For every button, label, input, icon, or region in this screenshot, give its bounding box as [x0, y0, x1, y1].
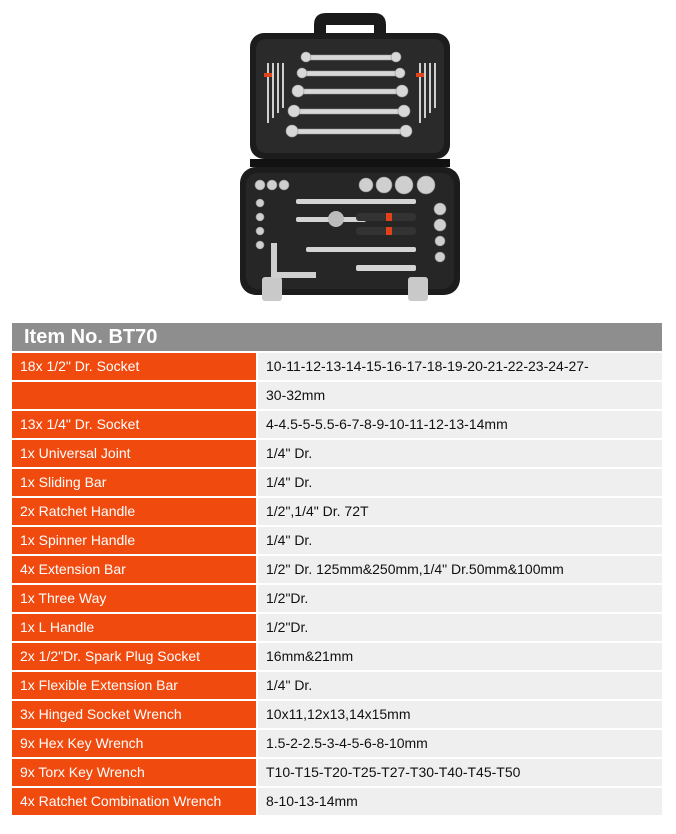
table-row — [12, 788, 662, 815]
product-photo — [236, 13, 464, 303]
item-value-cell: 10x11,12x13,14x15mm — [258, 701, 662, 728]
item-value-cell: 30-32mm — [258, 382, 662, 409]
item-number-header: Item No. BT70 — [12, 323, 662, 351]
item-name-cell: 1x Three Way — [12, 585, 256, 612]
item-name-cell: 2x 1/2"Dr. Spark Plug Socket — [12, 643, 256, 670]
item-value-cell: 1/2"Dr. — [258, 585, 662, 612]
item-name-cell: 1x Universal Joint — [12, 440, 256, 467]
table-row — [12, 498, 662, 525]
item-name-cell: 1x L Handle — [12, 614, 256, 641]
item-name-cell — [12, 382, 256, 409]
item-value-cell: 1.5-2-2.5-3-4-5-6-8-10mm — [258, 730, 662, 757]
item-value-cell: 1/2"Dr. — [258, 614, 662, 641]
table-row — [12, 614, 662, 641]
item-name-cell: 13x 1/4" Dr. Socket — [12, 411, 256, 438]
item-name-cell: 9x Torx Key Wrench — [12, 759, 256, 786]
item-name-cell: 1x Sliding Bar — [12, 469, 256, 496]
table-row — [12, 527, 662, 554]
item-name-cell: 4x Ratchet Combination Wrench — [12, 788, 256, 815]
item-value-cell: 1/2" Dr. 125mm&250mm,1/4" Dr.50mm&100mm — [258, 556, 662, 583]
item-value-cell: 8-10-13-14mm — [258, 788, 662, 815]
table-row — [12, 759, 662, 786]
item-name-cell: 2x Ratchet Handle — [12, 498, 256, 525]
tool-case-illustration — [236, 13, 464, 303]
table-row — [12, 730, 662, 757]
table-row — [12, 353, 662, 380]
table-row — [12, 382, 662, 409]
item-value-cell: 16mm&21mm — [258, 643, 662, 670]
table-row — [12, 672, 662, 699]
item-value-cell: 10-11-12-13-14-15-16-17-18-19-20-21-22-23-24-27- — [258, 353, 662, 380]
item-value-cell: 1/4" Dr. — [258, 440, 662, 467]
table-row — [12, 643, 662, 670]
table-row — [12, 585, 662, 612]
table-row — [12, 411, 662, 438]
item-name-cell: 3x Hinged Socket Wrench — [12, 701, 256, 728]
item-name-cell: 18x 1/2" Dr. Socket — [12, 353, 256, 380]
item-value-cell: T10-T15-T20-T25-T27-T30-T40-T45-T50 — [258, 759, 662, 786]
item-name-cell: 1x Spinner Handle — [12, 527, 256, 554]
item-name-cell: 9x Hex Key Wrench — [12, 730, 256, 757]
item-value-cell: 1/4" Dr. — [258, 527, 662, 554]
table-row — [12, 440, 662, 467]
item-value-cell: 1/4" Dr. — [258, 469, 662, 496]
table-row — [12, 556, 662, 583]
table-row — [12, 701, 662, 728]
item-name-cell: 1x Flexible Extension Bar — [12, 672, 256, 699]
item-value-cell: 4-4.5-5-5.5-6-7-8-9-10-11-12-13-14mm — [258, 411, 662, 438]
spec-table — [12, 353, 662, 817]
item-value-cell: 1/2",1/4" Dr. 72T — [258, 498, 662, 525]
item-name-cell: 4x Extension Bar — [12, 556, 256, 583]
table-row — [12, 469, 662, 496]
item-value-cell: 1/4" Dr. — [258, 672, 662, 699]
